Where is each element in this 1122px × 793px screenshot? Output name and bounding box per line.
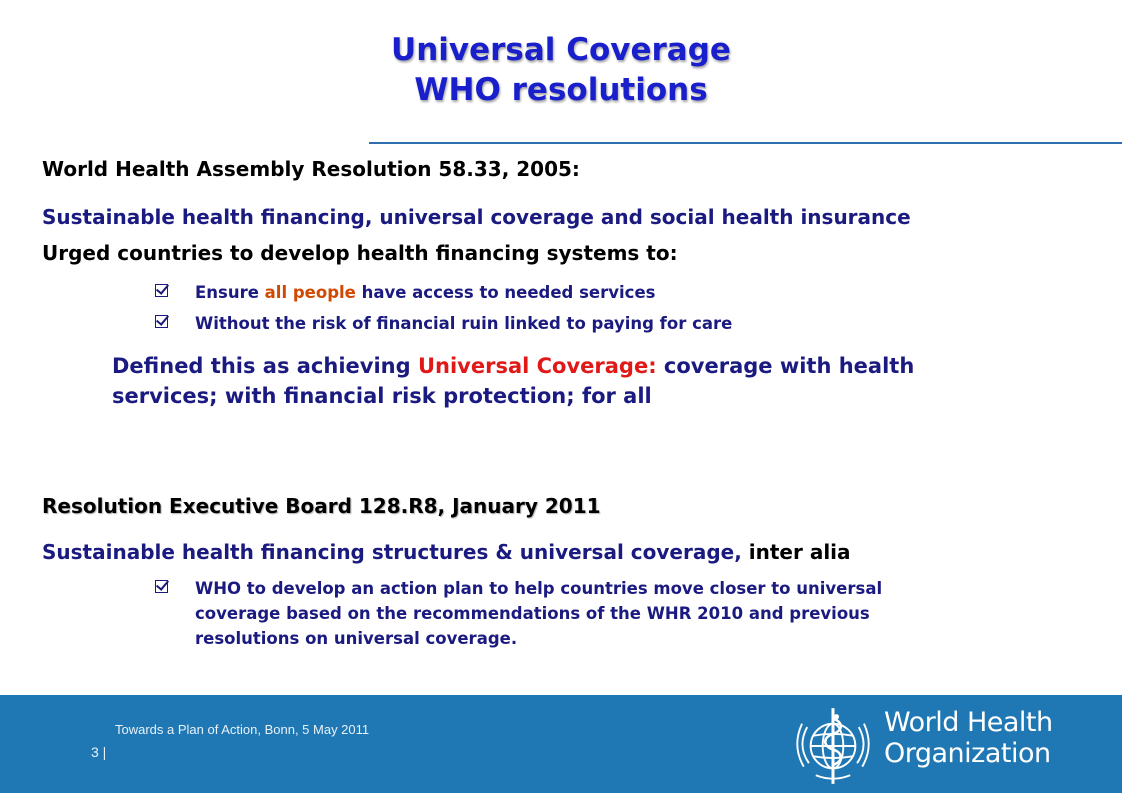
bullet-item-1-highlight: all people [264,283,356,302]
eb-subtitle-tail: inter alia [741,540,851,564]
bullet-item-3-line3: resolutions on universal coverage. [195,629,518,648]
checkbox-checked-icon [155,284,168,297]
slide-title-line2: WHO resolutions [414,72,708,108]
slide-title [0,30,1122,110]
title-divider [369,142,1122,144]
footer-event-text: Towards a Plan of Action, Bonn, 5 May 2011 [115,722,370,737]
checkbox-checked-icon [155,315,168,328]
eb-subtitle-main: Sustainable health financing structures & universal coverage, [42,540,742,564]
defined-line1 [112,354,914,378]
defined-highlight: Universal Coverage: [417,354,657,378]
page-number: 3 | [91,744,107,760]
slide-title-line1: Universal Coverage [391,32,731,68]
bullet-item-3-line2: coverage based on the recommendations of the WHR 2010 and previous [195,604,870,623]
checkbox-checked-icon [155,580,168,593]
bullet-item-2-text: Without the risk of financial ruin linked to paying for care [195,314,733,333]
defined-line2: services; with financial risk protection; for all [112,384,652,408]
bullet-item-1-post: have access to needed services [355,283,656,302]
org-name-line2: Organization [884,738,1051,769]
eb-subtitle [42,540,851,564]
wha-heading: World Health Assembly Resolution 58.33, 2005: [42,157,580,181]
bullet-item-3-line1: WHO to develop an action plan to help countries move closer to universal [195,579,883,598]
defined-post: coverage with health [656,354,915,378]
bullet-item-1-text [195,281,655,304]
who-emblem-icon [790,703,876,789]
bullet-item-1-pre: Ensure [195,283,265,302]
urged-text: Urged countries to develop health financing systems to: [42,241,678,265]
defined-pre: Defined this as achieving [112,354,418,378]
wha-subtitle: Sustainable health financing, universal coverage and social health insurance [42,205,911,229]
eb-heading: Resolution Executive Board 128.R8, January 2011 [42,494,601,518]
org-name-line1: World Health [884,707,1053,738]
